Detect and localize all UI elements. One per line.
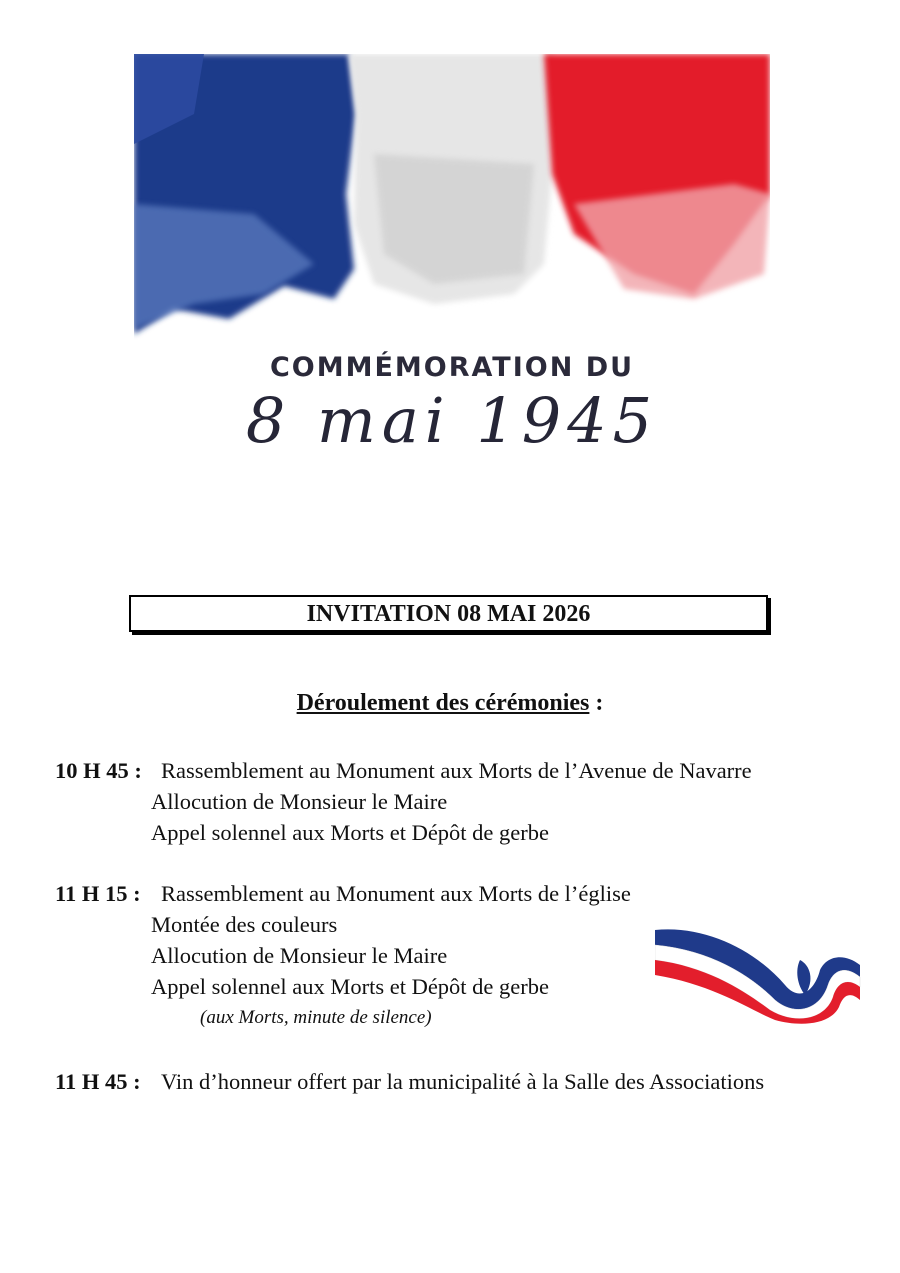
event-first-line [55,878,845,909]
event-line: Appel solennel aux Morts et Dépôt de gerbe [151,974,550,999]
event-block [55,1066,845,1097]
event-note: (aux Morts, minute de silence) [200,1007,432,1028]
invitation-title: INVITATION 08 MAI 2026 [129,595,768,632]
event-line: Vin d’honneur offert par la municipalité à la Salle des Associations [161,1069,765,1094]
event-time: 10 H 45 : [55,758,142,783]
event-line: Montée des couleurs [151,912,338,937]
watercolor-flag-image [134,54,770,354]
event-time: 11 H 45 : [55,1069,141,1094]
event-line: Appel solennel aux Morts et Dépôt de gerbe [151,820,550,845]
program-heading-text: Déroulement des cérémonies [296,690,590,716]
event-block [55,755,845,848]
event-first-line [55,1066,845,1097]
tricolor-ribbon-image [655,925,865,1025]
event-first-line [55,755,845,786]
event-line: Rassemblement au Monument aux Morts de l’église [161,881,631,906]
event-line: Rassemblement au Monument aux Morts de l’Avenue de Navarre [161,758,752,783]
program-heading-suffix: : [589,690,604,716]
event-line: Allocution de Monsieur le Maire [151,943,448,968]
event-line: Allocution de Monsieur le Maire [151,789,448,814]
event-time: 11 H 15 : [55,881,141,906]
program-heading [0,690,900,717]
banner-script-date: 8 mai 1945 [245,384,659,457]
commemoration-banner [134,54,770,482]
banner-title: COMMÉMORATION DU [269,352,635,383]
